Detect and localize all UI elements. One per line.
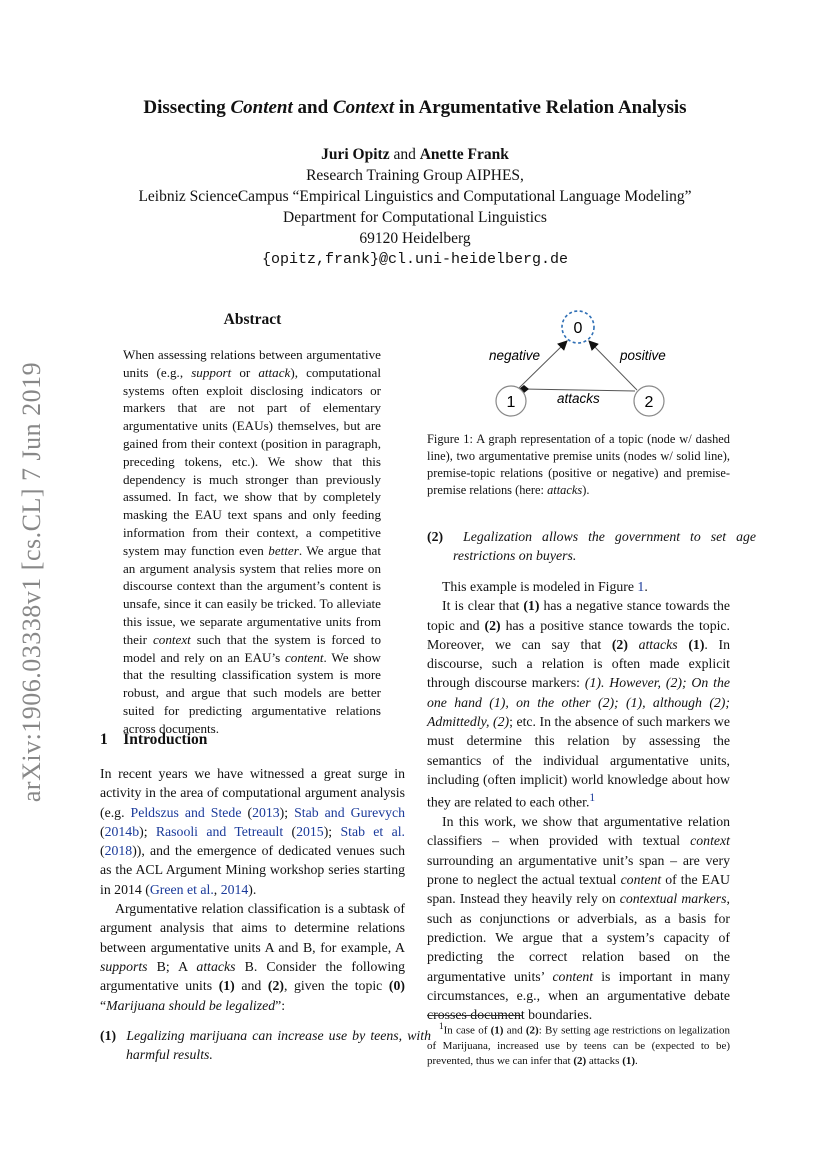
section-heading-introduction: 1 Introduction [100, 731, 208, 748]
citation-link[interactable]: 2018 [104, 843, 133, 859]
node-topic-label: 0 [573, 320, 583, 337]
edge-label-attacks: attacks [557, 391, 600, 406]
citation-link[interactable]: 2014b [104, 823, 140, 839]
figure-1-graph [427, 300, 730, 425]
citation-link[interactable]: Stab and Gurevych [294, 804, 406, 820]
citation-link[interactable]: 2013 [252, 804, 280, 820]
edge-label-positive: positive [620, 348, 666, 363]
intro-paragraph-1: In recent years we have witnessed a great surge in activity in the area of computational argument analysis (e.g. Peldszus and Stede (2013); Stab and Gurevych (2014b); Rasooli and Tetreault (2015); Stab et al. (2018)), and the emergence of dedicated venues such as the ACL Argument Mining workshop series starting in 2014 (Green et al., 2014). [100, 766, 406, 897]
paragraph-contribution: In this work, we show that argumentative relation classifiers – when provided with textual context surrounding an argumentative unit’s span – are very prone to neglect the actual textual content of the EAU span. Instead they heavily rely on contextual markers, such as conjunctions or adverbials, as a basis for prediction. We argue that a system’s capacity of predicting the correct relation based on the argumentative units’ content is important in many circumstances, e.g., when an argumentative debate crosses document boundaries. [427, 814, 731, 1023]
citation-link[interactable]: 2015 [296, 823, 324, 839]
paper-title: Dissecting Content and Context in Argumentative Relation Analysis [143, 97, 687, 118]
citation-link[interactable]: Green et al. [149, 881, 214, 897]
affiliation-line: Leibniz ScienceCampus “Empirical Linguistics and Computational Language Modeling” [138, 188, 692, 205]
abstract-heading: Abstract [223, 311, 282, 328]
paragraph-figure-reference: This example is modeled in Figure 1. [442, 579, 648, 594]
intro-paragraph-2: Argumentative relation classification is a subtask of argument analysis that aims to determine relations between argumentative units A and B, for example, A supports B; A attacks B. Consider the following argumentative units (1) and (2), given the topic (0) “Marijuana should be legalized”: [100, 901, 406, 1013]
figure-1-caption: Figure 1: A graph representation of a topic (node w/ dashed line), two argumentative premise units (nodes w/ solid line), premise-topic relations (positive or negative) and premise-premise relations (here: attacks). [427, 432, 730, 497]
node-premise-1-label: 1 [506, 394, 516, 411]
affiliation-line: Department for Computational Linguistics [283, 209, 547, 226]
citation-link[interactable]: Rasooli and Tetreault [155, 823, 284, 839]
citation-link[interactable]: Peldszus and Stede [130, 804, 242, 820]
author-names: Juri Opitz and Anette Frank [321, 146, 509, 163]
intro-text [100, 764, 405, 1015]
footnote-marker-link[interactable]: 1 [589, 792, 596, 805]
arxiv-sidebar [12, 361, 52, 803]
footnote-divider [427, 1015, 522, 1016]
abstract-body: When assessing relations between argumentative units (e.g., support or attack), computational systems often exploit disclosing indicators or markers that are not part of elementary argumentative units (EAUs) themselves, but are gained from their context (position in paragraph, preceding tokens, etc.). We show that this dependency is much stronger than previously assumed. In fact, we show that by completely masking the EAU text spans and only feeding information from their context, a competitive system may function even better. We argue that an argument analysis system that relies more on discourse context than the argument’s content is unsafe, since it can easily be tricked. To alleviate this issue, we separate argumentative units from their context such that the system is forced to model and rely on an EAU’s content. We show that the resulting classification system is more robust, and argue that such models are better suited for predicting argumentative relations across documents. [123, 347, 381, 736]
figure-reference-link[interactable]: 1 [637, 579, 645, 594]
arxiv-identifier: arXiv:1906.03338v1 [cs.CL] 7 Jun 2019 [17, 361, 46, 803]
citation-link[interactable]: Stab et al. [340, 823, 405, 839]
affiliation-line: 69120 Heidelberg [359, 230, 471, 247]
edge-label-negative: negative [489, 348, 541, 363]
example-1: (1) Legalizing marijuana can increase use by teens, with harmful results. [100, 1028, 431, 1063]
author-block [100, 144, 730, 270]
example-2: (2) Legalization allows the government to set age restrictions on buyers. [427, 529, 756, 564]
affiliation-line: Research Training Group AIPHES, [306, 167, 524, 184]
node-premise-2-label: 2 [644, 394, 654, 411]
right-column-text [427, 577, 730, 1024]
citation-link[interactable]: 2014 [220, 881, 249, 897]
paragraph-stance: It is clear that (1) has a negative stance towards the topic and (2) has a positive stance towards the topic. Moreover, we can say that (2) attacks (1). In discourse, such a relation is often made explicit through discourse markers: (1). However, (2); On the one hand (1), on the other (2); (1), although (2); Admittedly, (2); etc. In the absence of such markers we must determine this relation by assessing the semantics of the individual argumentative units, including (often implicit) world knowledge about how they are related to each other.$^1$ [427, 598, 731, 810]
footnote-1: $^1$In case of (1) and (2): By setting age restrictions on legalization of Marijuana, increased use by teens can be (expected to be) prevented, thus we can infer that (2) attacks (1). [427, 1021, 730, 1067]
author-email: {opitz,frank}@cl.uni-heidelberg.de [261, 251, 569, 268]
